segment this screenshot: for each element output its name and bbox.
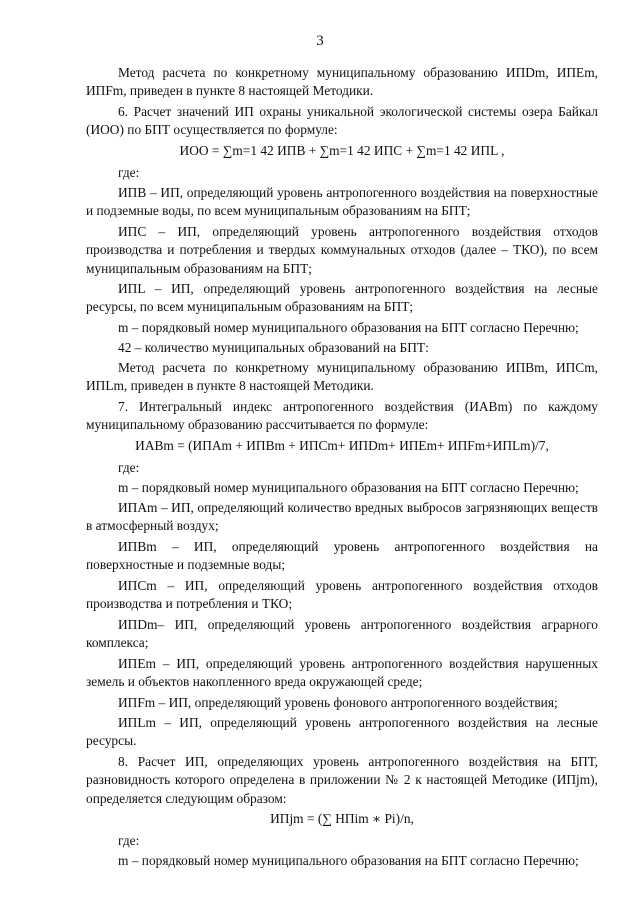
paragraph-p6 <box>86 319 598 337</box>
paragraph-p7 <box>86 339 598 357</box>
paragraph-text: где: <box>118 833 140 848</box>
paragraph-text: где: <box>118 165 140 180</box>
paragraph-p13 <box>86 577 598 614</box>
paragraph-text: Метод расчета по конкретному муниципальному образованию ИПDm, ИПEm, ИПFm, приведен в пункте 8 настоящей Методики. <box>86 65 598 99</box>
paragraph-text: ИПFm – ИП, определяющий уровень фонового антропогенного воздействия; <box>118 695 558 710</box>
paragraph-text: m – порядковый номер муниципального образования на БПТ согласно Перечню; <box>118 320 579 335</box>
paragraph-p9 <box>86 398 598 435</box>
formula-text: ИОО = ∑m=1 42 ИПB + ∑m=1 42 ИПC + ∑m=1 42 ИПL , <box>179 143 505 158</box>
paragraph-text: ИПDm– ИП, определяющий уровень антропогенного воздействия аграрного комплекса; <box>86 617 598 651</box>
formula-io <box>86 142 598 160</box>
paragraph-text: m – порядковый номер муниципального образования на БПТ согласно Перечню; <box>118 853 579 868</box>
paragraph-text: ИПCm – ИП, определяющий уровень антропогенного воздействия отходов производства и потребления и ТКО; <box>86 578 598 612</box>
paragraph-text: ИПL – ИП, определяющий уровень антропогенного воздействия на лесные ресурсы, по всем муниципальным образованиям на БПТ; <box>86 281 598 315</box>
paragraph-text: ИПBm – ИП, определяющий уровень антропогенного воздействия на поверхностные и подземные воды; <box>86 539 598 573</box>
paragraph-p8 <box>86 359 598 396</box>
formula-text: ИАВm = (ИПAm + ИПBm + ИПCm+ ИПDm+ ИПEm+ ИПFm+ИПLm)/7, <box>135 438 549 453</box>
paragraph-p18 <box>86 753 598 808</box>
paragraph-text: где: <box>118 460 140 475</box>
paragraph-p5 <box>86 280 598 317</box>
formula-ip-j <box>86 810 598 828</box>
paragraph-p16 <box>86 694 598 712</box>
page-number: 3 <box>316 33 324 49</box>
paragraph-p11 <box>86 499 598 536</box>
formula-text: ИПjm = (∑ НПim ∗ Pi)/n, <box>270 811 414 826</box>
where-label <box>86 459 598 477</box>
paragraph-text: ИПC – ИП, определяющий уровень антропогенного воздействия отходов производства и потребления и твердых коммунальных отходов (далее – ТКО), по всем муниципальным образованиям на БПТ; <box>86 224 598 276</box>
paragraph-p10 <box>86 479 598 497</box>
formula-iav <box>86 437 598 455</box>
paragraph-text: 8. Расчет ИП, определяющих уровень антропогенного воздействия на БПТ, разновидность которого определена в приложении № 2 к настоящей Методике (ИПjm), определяется следующим образом: <box>86 754 598 806</box>
paragraph-p4 <box>86 223 598 278</box>
paragraph-p3 <box>86 184 598 221</box>
paragraph-text: ИПAm – ИП, определяющий количество вредных выбросов загрязняющих веществ в атмосферный воздух; <box>86 500 598 534</box>
paragraph-text: m – порядковый номер муниципального образования на БПТ согласно Перечню; <box>118 480 579 495</box>
paragraph-p19 <box>86 852 598 870</box>
paragraph-p17 <box>86 714 598 751</box>
paragraph-text: 42 – количество муниципальных образований на БПТ: <box>118 340 429 355</box>
paragraph-text: 7. Интегральный индекс антропогенного воздействия (ИАВm) по каждому муниципальному образованию рассчитывается по формуле: <box>86 399 598 433</box>
paragraph-p15 <box>86 655 598 692</box>
paragraph-text: ИПLm – ИП, определяющий уровень антропогенного воздействия на лесные ресурсы. <box>86 715 598 749</box>
paragraph-text: ИПEm – ИП, определяющий уровень антропогенного воздействия нарушенных земель и объектов накопленного вреда окружающей среде; <box>86 656 598 690</box>
paragraph-p1 <box>86 64 598 101</box>
where-label <box>86 832 598 850</box>
paragraph-text: Метод расчета по конкретному муниципальному образованию ИПBm, ИПCm, ИПLm, приведен в пункте 8 настоящей Методики. <box>86 360 598 394</box>
paragraph-text: 6. Расчет значений ИП охраны уникальной экологической системы озера Байкал (ИОО) по БПТ осуществляется по формуле: <box>86 104 598 138</box>
paragraph-p2 <box>86 103 598 140</box>
where-label <box>86 164 598 182</box>
paragraph-text: ИПB – ИП, определяющий уровень антропогенного воздействия на поверхностные и подземные воды, по всем муниципальным образованиям на БПТ; <box>86 185 598 219</box>
paragraph-p14 <box>86 616 598 653</box>
paragraph-p12 <box>86 538 598 575</box>
